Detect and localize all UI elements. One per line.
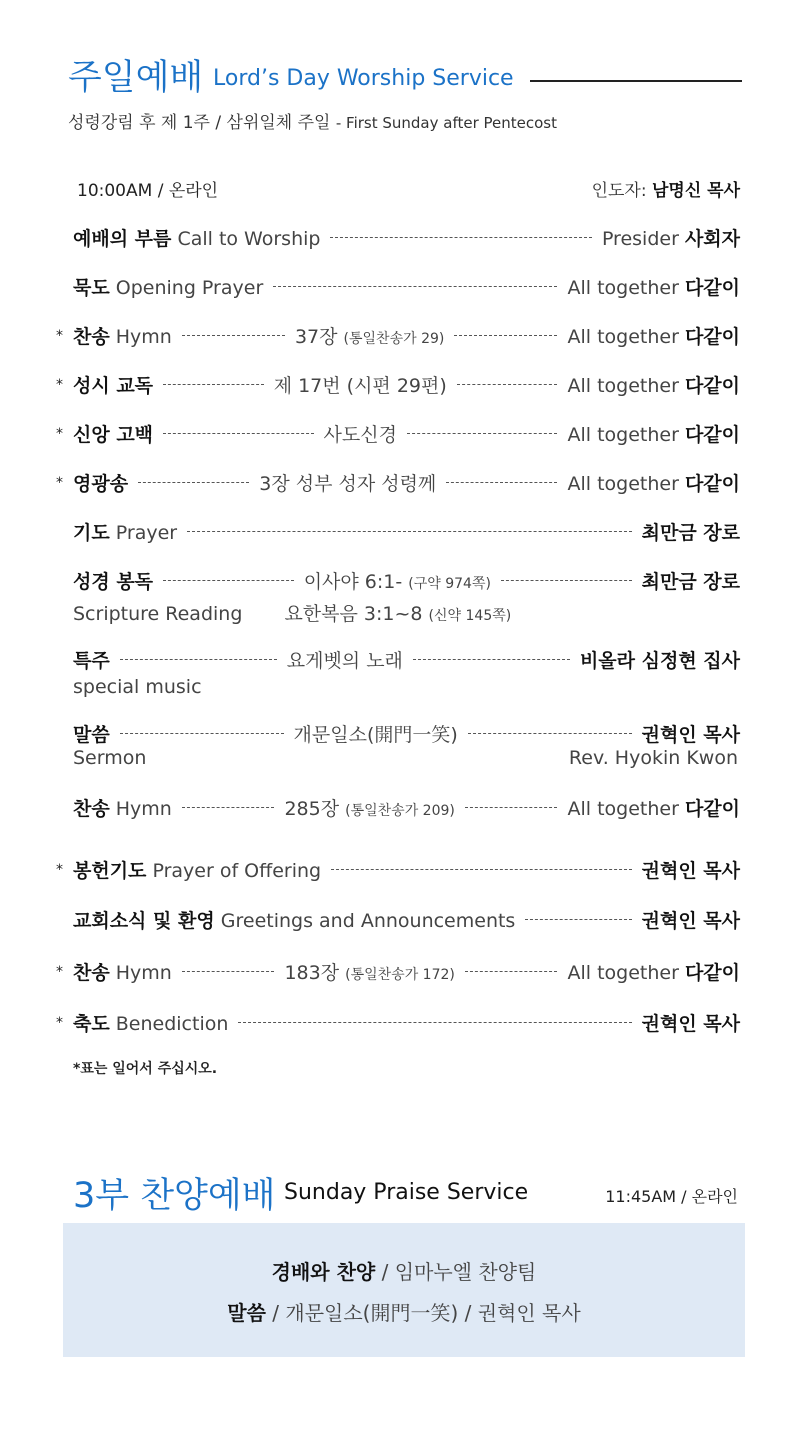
responsible-en: All together: [567, 326, 679, 348]
order-item-en: Call to Worship: [177, 228, 321, 250]
order-row: [56, 794, 740, 824]
service-info-row: [56, 176, 740, 206]
order-item-responsible: [563, 469, 740, 496]
order-item-title: [73, 224, 320, 251]
order-item-title: [73, 273, 263, 300]
order-item-ko: 기도: [73, 522, 110, 544]
praise-line-2-rest: / 개문일소(開門一笑) / 권혁인 목사: [272, 1301, 581, 1325]
praise-line-2-ko: 말씀: [227, 1301, 266, 1325]
responsible-ko: 권혁인 목사: [641, 860, 740, 882]
order-item-responsible: [563, 958, 740, 985]
standing-marker: *: [56, 377, 63, 393]
order-item-detail: [320, 420, 401, 447]
order-item-detail: [290, 720, 462, 747]
praise-time: 11:45AM / 온라인: [605, 1187, 738, 1206]
order-item-ko: 축도: [73, 1013, 110, 1035]
order-item-detail-main: 이사야 6:1-: [303, 571, 403, 593]
order-item-title: [73, 322, 172, 349]
praise-line-1: [63, 1256, 745, 1285]
leader-dots: [273, 286, 557, 287]
order-item-responsible: [563, 322, 740, 349]
order-item-detail: [255, 469, 440, 496]
leader-dots: [182, 971, 275, 972]
standing-marker: *: [56, 964, 63, 980]
order-item-en: Hymn: [115, 962, 172, 984]
order-item-ko: 찬송: [73, 798, 110, 820]
order-item-title: [73, 646, 110, 673]
order-row: [56, 646, 740, 676]
subtitle-en: - First Sunday after Pentecost: [335, 114, 557, 132]
order-row: [56, 371, 740, 401]
responsible-ko: 다같이: [684, 326, 740, 348]
order-item-detail-main: 183장: [284, 962, 340, 984]
order-row: [56, 469, 740, 499]
order-item-ko: 교회소식 및 환영: [73, 910, 215, 932]
order-item-detail: [283, 646, 407, 673]
scripture-ref2-page: (신약 145쪽): [428, 608, 512, 624]
scripture-ref2: 요한복음 3:1~8: [284, 603, 423, 625]
order-item-en: Greetings and Announcements: [220, 910, 516, 932]
responsible-ko: 다같이: [684, 473, 740, 495]
order-item-ko: 찬송: [73, 962, 110, 984]
leader-dots: [407, 433, 558, 434]
order-item-ko: 예배의 부름: [73, 228, 172, 250]
leader-dots: [120, 733, 284, 734]
order-item-responsible: [563, 420, 740, 447]
leader-dots: [501, 580, 632, 581]
standing-note: *표는 일어서 주십시오.: [73, 1061, 218, 1077]
order-item-title: [73, 958, 172, 985]
responsible-ko: 다같이: [684, 424, 740, 446]
order-item-detail-main: 개문일소(開門一笑): [293, 724, 458, 746]
order-item-detail: [291, 322, 448, 349]
leader-dots: [446, 482, 557, 483]
order-item-detail: [280, 794, 458, 821]
order-item-responsible: [598, 224, 740, 251]
responsible-en: All together: [567, 962, 679, 984]
order-item-detail-small: (구약 974쪽): [408, 576, 491, 592]
standing-marker: *: [56, 475, 63, 491]
order-item-detail-main: 요게벳의 노래: [286, 650, 403, 672]
responsible-ko: 다같이: [684, 277, 740, 299]
order-item-detail-main: 37장: [294, 326, 338, 348]
order-item-title: [73, 518, 177, 545]
order-item-detail-main: 3장 성부 성자 성령께: [259, 473, 437, 495]
standing-marker: *: [56, 862, 63, 878]
order-item-en: Benediction: [115, 1013, 229, 1035]
order-item-responsible: [638, 1009, 740, 1036]
order-item-ko: 성경 봉독: [73, 571, 154, 593]
order-item-ko: 특주: [73, 650, 110, 672]
order-row: [56, 856, 740, 886]
order-item-en: Prayer: [115, 522, 178, 544]
subtitle-ko: 성령강림 후 제 1주 / 삼위일체 주일: [68, 113, 331, 133]
order-row: [56, 224, 740, 254]
leader-dots: [525, 919, 631, 920]
leader-dots: [413, 659, 570, 660]
page-title-en: Lord’s Day Worship Service: [213, 66, 514, 91]
order-item-responsible: [638, 720, 740, 747]
order-row: [56, 420, 740, 450]
order-item-ko: 묵도: [73, 277, 110, 299]
leader-dots: [120, 659, 277, 660]
leader-dots: [468, 733, 632, 734]
order-row: [56, 518, 740, 548]
order-item-title: [73, 906, 515, 933]
responsible-ko: 다같이: [684, 962, 740, 984]
order-item-detail-main: 제 17번 (시편 29편): [273, 375, 447, 397]
order-row: [56, 958, 740, 988]
responsible-en: All together: [567, 277, 679, 299]
order-item-title: [73, 567, 153, 594]
order-item-title: [73, 420, 153, 447]
responsible-en: Presider: [601, 228, 679, 250]
responsible-ko: 권혁인 목사: [641, 910, 740, 932]
order-item-responsible: [576, 646, 740, 673]
order-item-ko: 말씀: [73, 724, 110, 746]
leader: [588, 176, 740, 201]
order-row: [56, 273, 740, 303]
title-divider: [530, 80, 742, 82]
order-item-detail-small: (통일찬송가 172): [345, 967, 455, 983]
order-item-title: [73, 856, 321, 883]
order-item-title: [73, 794, 172, 821]
order-item-responsible: [638, 906, 740, 933]
order-row: [56, 906, 740, 936]
leader-dots: [465, 971, 558, 972]
responsible-ko: 최만금 장로: [641, 522, 740, 544]
responsible-ko: 사회자: [684, 228, 740, 250]
responsible-ko: 비올라 심정현 집사: [579, 650, 740, 672]
order-item-detail-small: (통일찬송가 29): [343, 331, 445, 347]
order-item-responsible: [563, 794, 740, 821]
leader-name: 남명신 목사: [651, 181, 740, 201]
standing-marker: *: [56, 328, 63, 344]
order-item-ko: 찬송: [73, 326, 110, 348]
order-row: [56, 1009, 740, 1039]
order-item-en: Hymn: [115, 798, 172, 820]
responsible-ko: 다같이: [684, 798, 740, 820]
order-item-title: [73, 720, 110, 747]
order-item-en: Opening Prayer: [115, 277, 264, 299]
order-row: [56, 567, 740, 597]
order-item-detail-main: 사도신경: [323, 424, 397, 446]
service-time: 10:00AM / 온라인: [77, 181, 219, 201]
order-item-responsible: [563, 273, 740, 300]
order-item-title: [73, 469, 128, 496]
praise-title-en: Sunday Praise Service: [284, 1180, 529, 1205]
responsible-en: All together: [567, 375, 679, 397]
leader-dots: [331, 869, 631, 870]
leader-dots: [187, 531, 632, 532]
praise-box: [63, 1223, 745, 1357]
leader-dots: [163, 433, 314, 434]
leader-dots: [182, 335, 285, 336]
responsible-en: All together: [567, 424, 679, 446]
special-music-en: special music: [73, 676, 202, 698]
order-item-ko: 신앙 고백: [73, 424, 154, 446]
leader-dots: [163, 384, 264, 385]
praise-line-1-ko: 경배와 찬양: [271, 1260, 376, 1284]
responsible-ko: 다같이: [684, 375, 740, 397]
order-item-ko: 봉헌기도: [73, 860, 147, 882]
order-item-responsible: [638, 518, 740, 545]
scripture-en: Scripture Reading: [73, 603, 243, 625]
order-item-responsible: [563, 371, 740, 398]
order-item-detail-main: 285장: [284, 798, 340, 820]
order-item-responsible: [638, 567, 740, 594]
order-item-ko: 영광송: [73, 473, 129, 495]
order-item-detail: [280, 958, 458, 985]
praise-line-1-rest: / 임마누엘 찬양팀: [381, 1260, 537, 1284]
leader-dots: [182, 807, 275, 808]
subtitle: [68, 108, 557, 133]
leader-dots: [465, 807, 558, 808]
order-item-en: Prayer of Offering: [152, 860, 322, 882]
responsible-en: All together: [567, 798, 679, 820]
responsible-ko: 최만금 장로: [641, 571, 740, 593]
leader-dots: [330, 237, 591, 238]
order-row: [56, 720, 740, 750]
order-item-title: [73, 371, 153, 398]
leader-dots: [163, 580, 294, 581]
order-item-detail: [270, 371, 451, 398]
praise-title-ko: 3부 찬양예배: [73, 1176, 276, 1216]
leader-label: 인도자:: [591, 181, 647, 201]
leader-dots: [238, 1022, 631, 1023]
order-item-ko: 성시 교독: [73, 375, 154, 397]
leader-dots: [138, 482, 249, 483]
responsible-en: All together: [567, 473, 679, 495]
order-item-responsible: [638, 856, 740, 883]
order-item-detail: [300, 567, 495, 594]
responsible-ko: 권혁인 목사: [641, 724, 740, 746]
leader-dots: [454, 335, 557, 336]
responsible-ko: 권혁인 목사: [641, 1013, 740, 1035]
scripture-sub-line: [73, 599, 511, 626]
leader-dots: [457, 384, 558, 385]
order-item-detail-small: (통일찬송가 209): [345, 803, 455, 819]
standing-marker: *: [56, 1015, 63, 1031]
standing-marker: *: [56, 426, 63, 442]
order-item-title: [73, 1009, 228, 1036]
sermon-en: Sermon: [73, 747, 147, 769]
preacher-en: Rev. Hyokin Kwon: [568, 747, 738, 769]
page-title-ko: 주일예배: [68, 58, 204, 98]
praise-line-2: [63, 1297, 745, 1326]
order-item-en: Hymn: [115, 326, 172, 348]
order-row: [56, 322, 740, 352]
